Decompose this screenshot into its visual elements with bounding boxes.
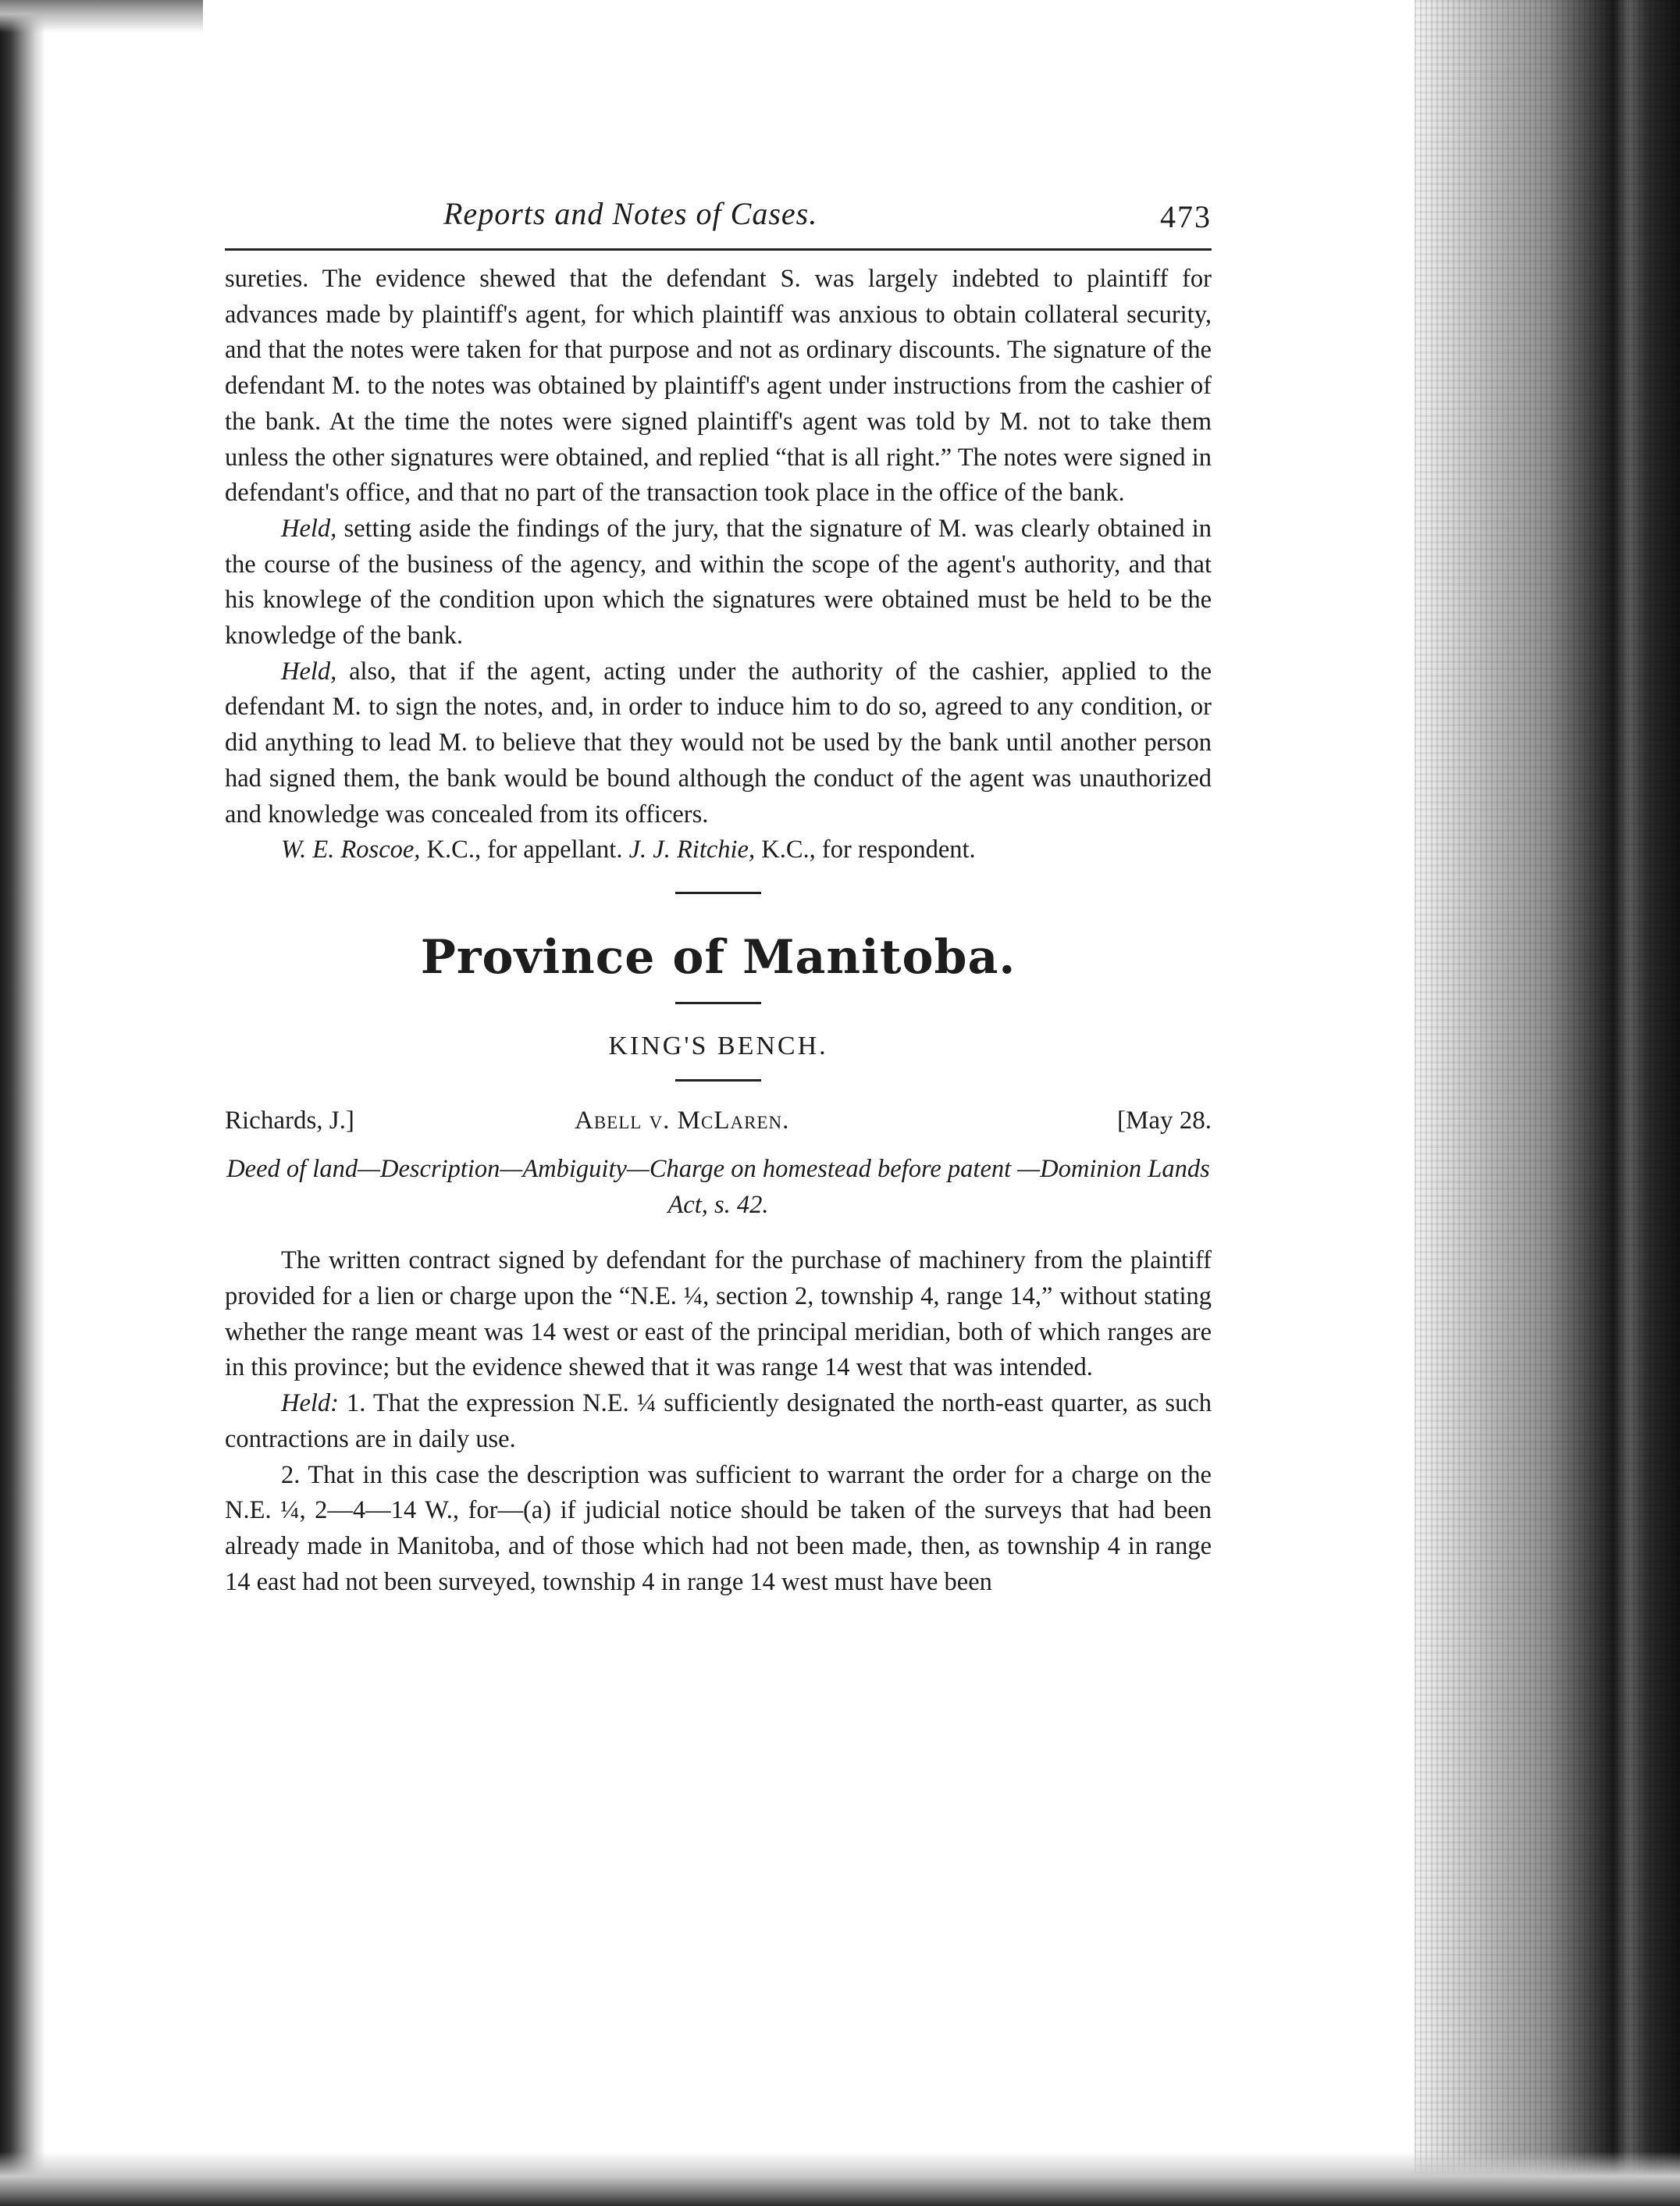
running-head-title: Reports and Notes of Cases. (443, 196, 818, 231)
counsel-appellant-text: K.C., for appellant. (420, 836, 629, 864)
section-divider-bottom (675, 1079, 761, 1082)
paragraph-held-point-2: 2. That in this case the description was sufficient to warrant the order for a charge on the N.E. ¼, 2—4—14 W., for—(a) if judicial notice should be taken of the surveys that had been already made in Manitoba, and of those which had not been made, then, as township 4 in range 14 east had not been surveyed, township 4 in range 14 west must have been (225, 1460, 1212, 1596)
paragraph-held-1 (225, 511, 1212, 654)
scan-top-edge (0, 0, 203, 33)
paragraph-contract: The written contract signed by defendant for the purchase of machinery from the plaintiff provided for a lien or charge upon the “N.E. ¼, section 2, township 4, range 14,” without stating whether the range meant was 14 west or east of the principal meridian, both of which ranges are in this province; but the evidence shewed that it was range 14 west that was intended. (225, 1246, 1212, 1382)
runin-held-colon: Held: (281, 1389, 339, 1418)
page-number: 473 (1160, 199, 1212, 234)
court-heading: KING'S BENCH. (608, 1031, 828, 1060)
previous-case-text (225, 262, 1212, 868)
case-judge: Richards, J.] (225, 1106, 354, 1135)
runin-held: Held, (281, 514, 337, 543)
counsel-appellant: W. E. Roscoe, (281, 836, 421, 864)
paragraph-facts: sureties. The evidence shewed that the defendant S. was largely indebted to plaintiff for advances made by plaintiff's agent, for which plaintiff was anxious to obtain collateral security, and that the notes were taken for that purpose and not as ordinary discounts. The signature of the defendant M. to the notes was obtained by plaintiff's agent under instructions from the cashier of the bank. At the time the notes were signed plaintiff's agent was told by M. not to take them unless the other signatures were obtained, and replied “that is all right.” The notes were signed in defendant's office, and that no part of the transaction took place in the office of the bank. (225, 265, 1212, 508)
case-date: [May 28. (1117, 1106, 1212, 1135)
section-divider-middle (675, 1002, 761, 1004)
paragraph-held-2 (225, 654, 1212, 833)
document-page (225, 195, 1212, 1600)
runin-held-also: Held, (281, 657, 337, 686)
case-title: Abell v. McLaren. (575, 1106, 790, 1135)
case-text (225, 1243, 1212, 1600)
section-divider-top (675, 892, 761, 894)
counsel-respondent: J. J. Ritchie, (628, 836, 756, 864)
scan-bottom-edge (0, 2151, 1680, 2206)
running-head (225, 195, 1212, 251)
book-page-edges (1415, 0, 1680, 2206)
province-heading: Province of Manitoba. (420, 929, 1016, 985)
scan-left-edge (0, 0, 45, 2206)
paragraph-held-1-text: setting aside the findings of the jury, that the signature of M. was clearly obtained in the course of the business of the agency, and within the scope of the agent's authority, and that his knowlege of the condition upon which the signatures were obtained must be held to be the knowledge of the bank. (225, 514, 1212, 650)
paragraph-held-2-text: also, that if the agent, acting under the authority of the cashier, applied to the defendant M. to sign the notes, and, in order to induce him to do so, agreed to any condition, or did anything to lead M. to believe that they would not be used by the bank until another person had signed them, the bank would be bound although the conduct of the agent was unauthorized and knowledge was concealed from its officers. (225, 657, 1212, 829)
case-headnote: Deed of land—Description—Ambiguity—Charge on homestead before patent —Dominion Lands Act, s. 42. (226, 1154, 1210, 1219)
case-caption (225, 1102, 1212, 1139)
counsel-respondent-text: K.C., for respondent. (755, 836, 976, 864)
paragraph-held-point-1-text: 1. That the expression N.E. ¼ sufficiently designated the north-east quarter, as such contractions are in daily use. (225, 1389, 1212, 1453)
paragraph-held-point-1 (225, 1386, 1212, 1457)
paragraph-counsel (225, 832, 1212, 868)
